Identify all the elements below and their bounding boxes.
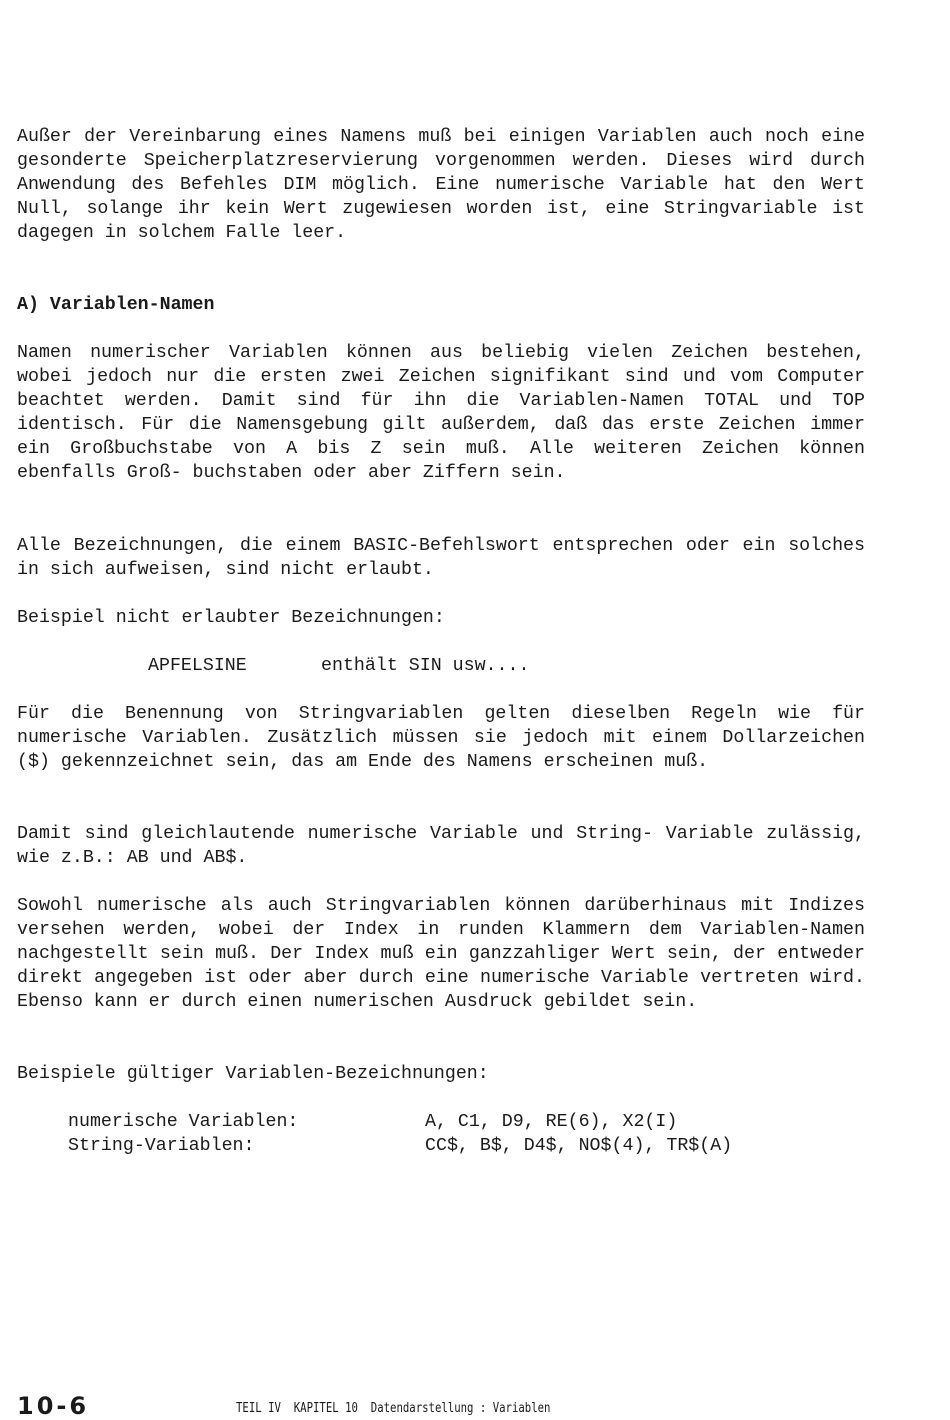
paragraph-same-names: Damit sind gleichlautende numerische Variable und String- Variable zulässig, wie z.B.: AB und AB$.: [17, 824, 865, 868]
running-title: TEIL IV KAPITEL 10 Datendarstellung : Variablen: [236, 1401, 551, 1416]
section-heading: A) Variablen-Namen: [17, 295, 215, 315]
paragraph-dim-intro: Außer der Vereinbarung eines Namens muß bei einigen Variablen auch noch eine gesonderte Speicherplatzreservierung vorgenommen werden. Dieses wird durch Anwendung des Befehles DIM möglich. Eine numerische Variable hat den Wert Null, solange ihr kein Wert zugewiesen worden ist, eine Stringvariable ist dagegen in solchem Falle leer.: [17, 127, 865, 243]
paragraph-indices: Sowohl numerische als auch Stringvariablen können darüberhinaus mit Indizes versehen werden, wobei der Index in runden Klammern dem Variablen-Namen nachgestellt sein muß. Der Index muß ein ganzzahliger Wert sein, der entweder direkt angegeben ist oder aber durch eine numerische Variable vertreten wird. Ebenso kann er durch einen numerischen Ausdruck gebildet sein.: [17, 896, 865, 1012]
bad-example-note: enthält SIN usw....: [321, 656, 530, 676]
string-variables-value: CC$, B$, D4$, NO$(4), TR$(A): [425, 1136, 733, 1156]
paragraph-basic-keywords: Alle Bezeichnungen, die einem BASIC-Befehlswort entsprechen oder ein solches in sich aufweisen, sind nicht erlaubt.: [17, 536, 865, 580]
bad-example-word: APFELSINE: [148, 656, 247, 676]
numeric-variables-label: numerische Variablen:: [68, 1112, 299, 1132]
paragraph-numeric-names: Namen numerischer Variablen können aus beliebig vielen Zeichen bestehen, wobei jedoch nur die ersten zwei Zeichen signifikant sind und vom Computer beachtet werden. Damit sind für ihn die Variablen-Namen TOTAL und TOP identisch. Für die Namensgebung gilt außerdem, daß das erste Zeichen immer ein Großbuchstabe von A bis Z sein muß. Alle weiteren Zeichen können ebenfalls Groß- buchstaben oder aber Ziffern sein.: [17, 343, 865, 483]
string-variables-label: String-Variablen:: [68, 1136, 255, 1156]
paragraph-string-names: Für die Benennung von Stringvariablen gelten dieselben Regeln wie für numerische Variablen. Zusätzlich müssen sie jedoch mit einem Dollarzeichen ($) gekennzeichnet sein, das am Ende des Namens erscheinen muß.: [17, 704, 865, 772]
numeric-variables-value: A, C1, D9, RE(6), X2(I): [425, 1112, 678, 1132]
paragraph-bad-examples-intro: Beispiel nicht erlaubter Bezeichnungen:: [17, 608, 445, 628]
paragraph-valid-examples-intro: Beispiele gültiger Variablen-Bezeichnungen:: [17, 1064, 489, 1084]
page-number: 10-6: [17, 1392, 90, 1420]
